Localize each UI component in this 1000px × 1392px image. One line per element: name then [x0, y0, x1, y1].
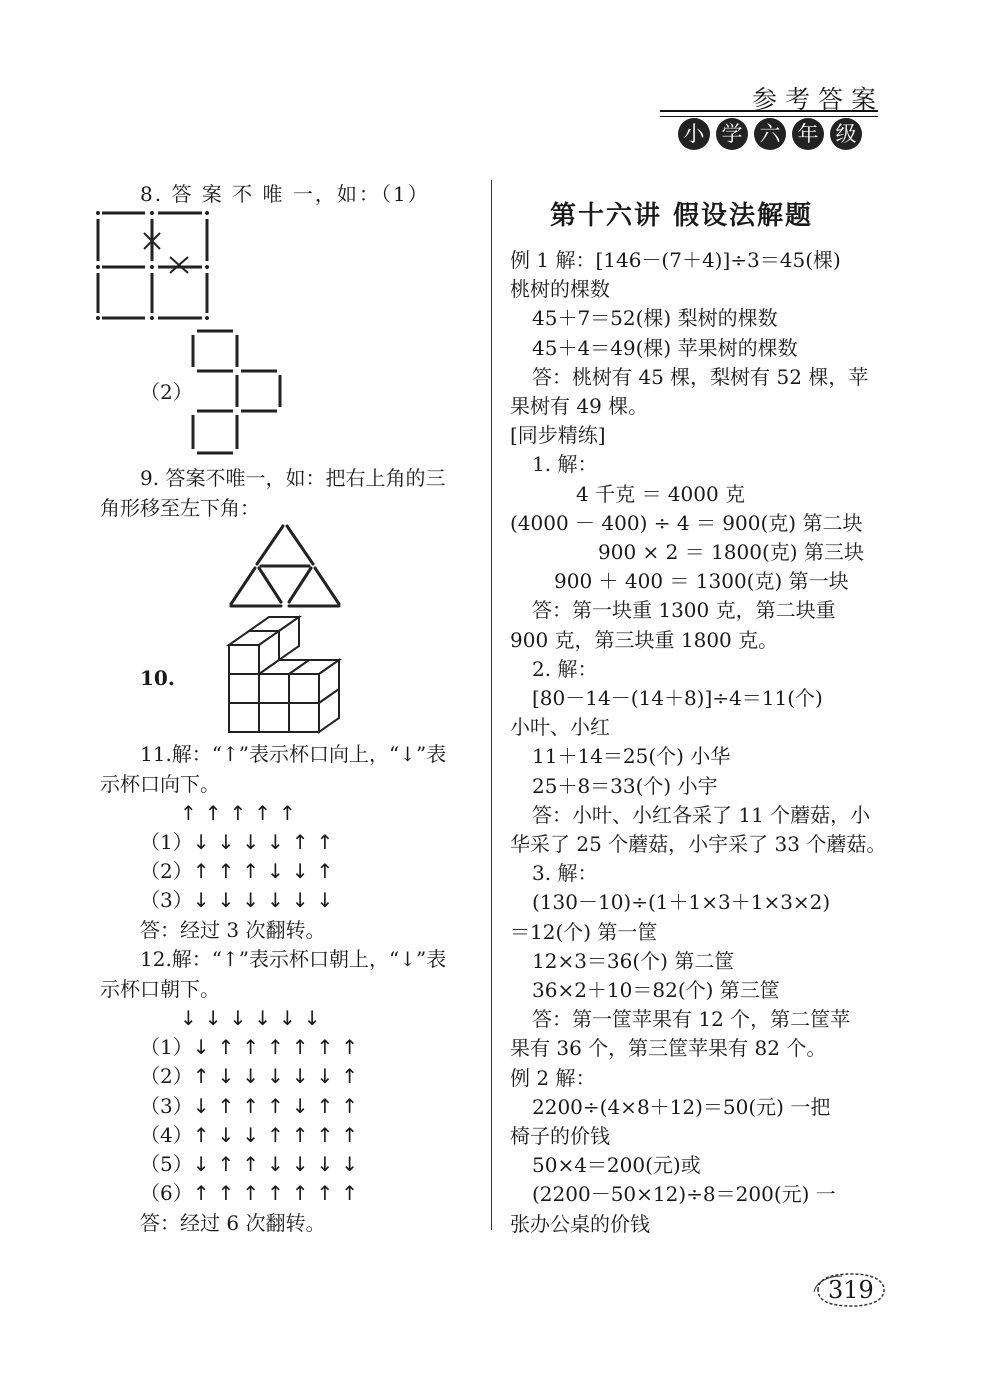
row-label: （2）	[140, 1064, 193, 1088]
answer-line: 果有 36 个，第三筐苹果有 82 个。	[510, 1036, 827, 1060]
grade-char: 级	[830, 118, 862, 150]
q8-sub2-label: （2）	[140, 380, 193, 404]
answer-line: 果树有 49 棵。	[510, 394, 649, 418]
page-number-badge	[812, 1270, 888, 1310]
answer-line: (130－10)÷(1＋1×3＋1×3×2)	[532, 890, 831, 914]
q11-line2: 示杯口向下。	[100, 772, 220, 796]
answer-line: 11＋14＝25(个) 小华	[532, 744, 731, 768]
answer-line: 3. 解：	[532, 861, 598, 885]
row-label: （2）	[140, 859, 193, 883]
q11-row-1	[140, 828, 341, 856]
q11-line1: 11.解：“↑”表示杯口向上，“↓”表	[140, 742, 447, 766]
row-label: （1）	[140, 1035, 193, 1059]
arrow-sequence: ↑↓↓↓↓↓↑	[192, 1064, 367, 1088]
answer-line: [同步精练]	[510, 423, 606, 447]
q12-line2: 示杯口朝下。	[100, 977, 220, 1001]
q9-line1: 9. 答案不唯一，如：把右上角的三	[140, 466, 446, 490]
column-divider	[491, 180, 492, 1230]
header-rule-thin	[660, 116, 878, 117]
answer-line: 900 × 2 ＝ 1800(克) 第三块	[598, 540, 864, 564]
answer-line: 2. 解：	[532, 657, 598, 681]
section-title: 第十六讲 假设法解题	[550, 201, 814, 231]
page-number: 319	[828, 1276, 874, 1304]
row-label: （3）	[140, 1094, 193, 1118]
answer-line: 1. 解：	[532, 452, 598, 476]
q12-answer: 答：经过 6 次翻转。	[140, 1211, 326, 1235]
answer-line: 桃树的棵数	[510, 277, 610, 301]
answer-line: ＝12(个) 第一筐	[510, 920, 658, 944]
answer-line: 答：桃树有 45 棵，梨树有 52 棵，苹	[532, 365, 869, 389]
answer-line: 2200÷(4×8＋12)＝50(元) 一把	[532, 1095, 831, 1119]
grade-char: 六	[754, 118, 786, 150]
header-title: 参考答案	[752, 85, 885, 114]
answer-line: 小叶、小红	[510, 715, 610, 739]
grade-char: 年	[792, 118, 824, 150]
arrow-sequence: ↓↑↑↓↓↓↓	[192, 1152, 367, 1176]
answer-line: 答：第一筐苹果有 12 个，第二筐苹	[532, 1007, 851, 1031]
answer-line: 例 1 解：[146－(7＋4)]÷3＝45(棵)	[510, 248, 841, 272]
q12-row-5	[140, 1150, 366, 1178]
arrow-sequence: ↑↑↑↓↓↑	[192, 859, 342, 883]
q11-answer: 答：经过 3 次翻转。	[140, 918, 326, 942]
q10-label: 10.	[140, 666, 175, 690]
row-label: （4）	[140, 1123, 193, 1147]
answer-line: 25＋8＝33(个) 小宇	[532, 774, 718, 798]
answer-line: 50×4＝200(元)或	[532, 1153, 701, 1177]
cube-stack-figure	[225, 614, 343, 736]
answer-line: 答：小叶、小红各采了 11 个蘑菇，小	[532, 803, 871, 827]
q12-row-3	[140, 1092, 366, 1120]
answer-line: 36×2＋10＝82(个) 第三筐	[532, 978, 780, 1002]
q11-row-3	[140, 886, 341, 914]
arrow-sequence: ↓↓↓↓↑↑	[192, 830, 342, 854]
answer-line: 45＋4＝49(棵) 苹果树的棵数	[532, 336, 798, 360]
answer-line: (2200－50×12)÷8＝200(元) 一	[532, 1182, 836, 1206]
q12-line1: 12.解：“↑”表示杯口朝上，“↓”表	[140, 947, 447, 971]
q12-row-4	[140, 1121, 366, 1149]
q12-row-0	[140, 1004, 329, 1032]
q12-row-1	[140, 1033, 366, 1061]
answer-line: 答：第一块重 1300 克，第二块重	[532, 598, 836, 622]
answer-line: 900 ＋ 400 ＝ 1300(克) 第一块	[554, 569, 849, 593]
arrow-sequence: ↑↑↑↑↑	[180, 801, 304, 825]
answer-line: 椅子的价钱	[510, 1124, 610, 1148]
answer-line: [80－14－(14＋8)]÷4＝11(个)	[532, 686, 823, 710]
row-label: （6）	[140, 1181, 193, 1205]
header-rule	[660, 110, 878, 112]
answer-line: 4 千克 ＝ 4000 克	[576, 482, 746, 506]
matchstick-figure-1	[90, 205, 220, 325]
grade-char: 小	[678, 118, 710, 150]
triangle-figure	[225, 522, 345, 608]
row-label: （1）	[140, 830, 193, 854]
answer-line: 华采了 25 个蘑菇，小宇采了 33 个蘑菇。	[510, 832, 887, 856]
q11-row-0	[140, 799, 304, 827]
arrow-sequence: ↑↑↑↑↑↑↑	[192, 1181, 367, 1205]
answer-line: 张办公桌的价钱	[510, 1212, 650, 1236]
answer-line: 45＋7＝52(棵) 梨树的棵数	[532, 306, 778, 330]
answer-line: (4000 － 400) ÷ 4 ＝ 900(克) 第二块	[510, 511, 863, 535]
arrow-sequence: ↓↓↓↓↓↓	[192, 888, 342, 912]
q11-row-2	[140, 857, 341, 885]
q12-row-2	[140, 1062, 366, 1090]
answer-line: 例 2 解：	[510, 1066, 596, 1090]
row-label: （3）	[140, 888, 193, 912]
arrow-sequence: ↓↑↑↑↓↑↑	[192, 1094, 367, 1118]
matchstick-figure-2	[185, 325, 290, 460]
q12-row-6	[140, 1179, 366, 1207]
grade-char: 学	[716, 118, 748, 150]
row-label: （5）	[140, 1152, 193, 1176]
q9-line2: 角形移至左下角：	[100, 496, 260, 520]
arrow-sequence: ↓↓↓↓↓↓	[180, 1006, 329, 1030]
arrow-sequence: ↓↑↑↑↑↑↑	[192, 1035, 367, 1059]
answer-line: 900 克，第三块重 1800 克。	[510, 628, 779, 652]
q8-text: 8. 答 案 不 唯 一，如：（1）	[140, 182, 430, 206]
answer-line: 12×3＝36(个) 第二筐	[532, 949, 735, 973]
arrow-sequence: ↑↓↓↑↑↑↑	[192, 1123, 367, 1147]
grade-badge	[678, 118, 862, 150]
